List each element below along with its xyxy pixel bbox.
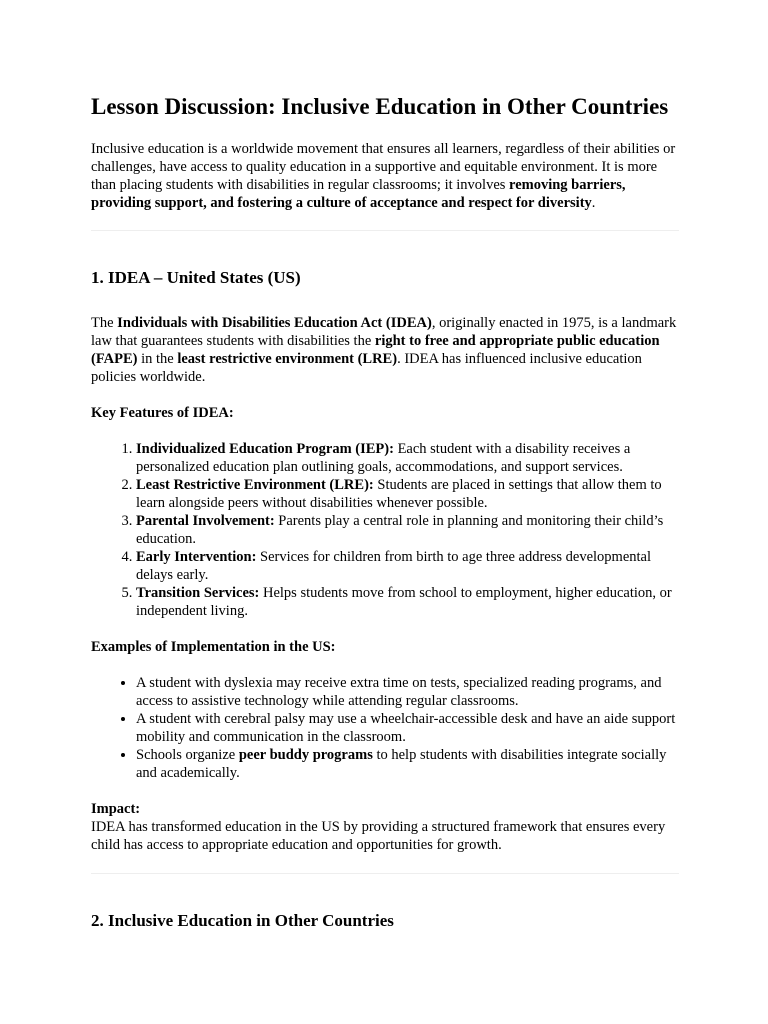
idea-text-1: The [91, 315, 118, 331]
idea-text-3: in the [137, 351, 178, 367]
idea-text-4: . IDEA has influenced inclusive education policies worldwide. [91, 351, 642, 385]
key-features-heading: Key Features of IDEA: [91, 405, 234, 421]
list-item [136, 584, 679, 620]
feature-text: Each student with a disability receives a personalized education plan outlining goals, accommodations, and support services. [136, 441, 631, 475]
feature-label: Least Restrictive Environment (LRE): [136, 477, 374, 493]
idea-bold-2: right to free and appropriate public education (FAPE) [91, 333, 660, 367]
feature-text: Helps students move from school to employment, higher education, or independent living. [136, 585, 672, 619]
intro-paragraph [91, 140, 679, 212]
idea-bold-1: Individuals with Disabilities Education Act (IDEA) [117, 315, 432, 331]
intro-text: Inclusive education is a worldwide movement that ensures all learners, regardless of their abilities or challenges, have access to quality education in a supportive and equitable environment. It is more than placing students with disabilities in regular classrooms; it involves [91, 141, 676, 193]
intro-end: . [591, 195, 596, 211]
impact-label: Impact: [91, 801, 141, 817]
section2-heading: 2. Inclusive Education in Other Countries [91, 911, 394, 930]
examples-list [91, 674, 679, 782]
example-text-end: to help students with disabilities integrate socially and academically. [136, 747, 667, 781]
list-item [136, 476, 679, 512]
impact-block [91, 800, 679, 854]
list-item [136, 710, 679, 746]
document-content [91, 91, 679, 933]
list-item [136, 548, 679, 584]
example-text: A student with cerebral palsy may use a wheelchair-accessible desk and have an aide support mobility and communication in the classroom. [136, 711, 676, 745]
intro-bold-text: removing barriers, providing support, and fostering a culture of acceptance and respect for diversity [91, 177, 626, 211]
feature-text: Services for children from birth to age three address developmental delays early. [136, 549, 652, 583]
feature-label: Individualized Education Program (IEP): [136, 441, 394, 457]
key-features-list [91, 440, 679, 620]
idea-text-2: , originally enacted in 1975, is a landmark law that guarantees students with disabilities the [91, 315, 677, 349]
page-title: Lesson Discussion: Inclusive Education in Other Countries [91, 94, 669, 119]
divider [91, 230, 679, 231]
idea-paragraph [91, 314, 679, 386]
feature-label: Transition Services: [136, 585, 260, 601]
feature-text: Parents play a central role in planning and monitoring their child’s education. [136, 513, 664, 547]
examples-heading: Examples of Implementation in the US: [91, 639, 336, 655]
feature-label: Early Intervention: [136, 549, 257, 565]
list-item [136, 746, 679, 782]
impact-text: IDEA has transformed education in the US by providing a structured framework that ensures every child has access to appropriate education and opportunities for growth. [91, 819, 666, 853]
list-item [136, 440, 679, 476]
list-item [136, 674, 679, 710]
idea-bold-3: least restrictive environment (LRE) [177, 351, 398, 367]
feature-text: Students are placed in settings that allow them to learn alongside peers without disabilities whenever possible. [136, 477, 662, 511]
divider [91, 873, 679, 874]
example-text: Schools organize [136, 747, 239, 763]
list-item [136, 512, 679, 548]
feature-label: Parental Involvement: [136, 513, 275, 529]
example-bold-text: peer buddy programs [238, 747, 373, 763]
section1-heading: 1. IDEA – United States (US) [91, 268, 301, 287]
example-text: A student with dyslexia may receive extra time on tests, specialized reading programs, and access to assistive technology while attending regular classrooms. [136, 675, 662, 709]
